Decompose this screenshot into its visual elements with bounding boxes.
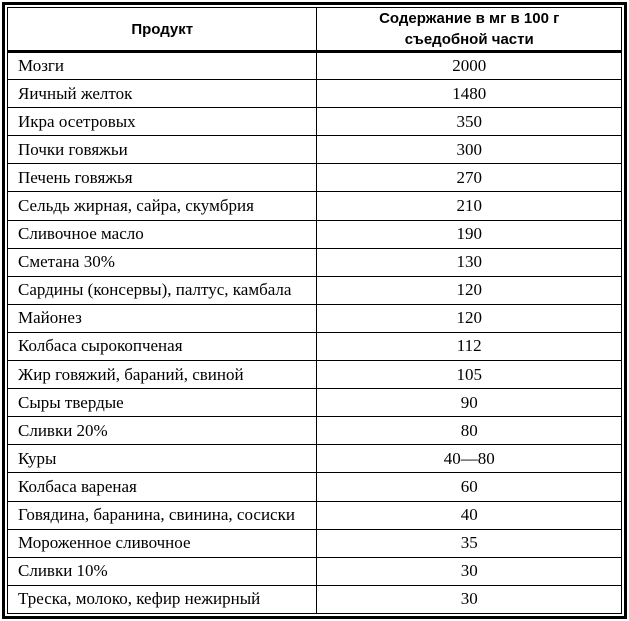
data-table [7,7,622,614]
header-row [8,8,622,52]
table-row [8,473,622,501]
product-cell: Майонез [8,304,317,332]
product-cell: Мороженное сливочное [8,529,317,557]
table-row [8,248,622,276]
value-cell: 40—80 [317,445,622,473]
product-cell: Треска, молоко, кефир нежирный [8,585,317,613]
column-header-content: Содержание в мг в 100 г съедобной части [317,8,622,52]
value-cell: 210 [317,192,622,220]
table-row [8,529,622,557]
value-cell: 105 [317,361,622,389]
product-cell: Колбаса сырокопченая [8,332,317,360]
product-cell: Сметана 30% [8,248,317,276]
table-row [8,136,622,164]
product-cell: Жир говяжий, бараний, свиной [8,361,317,389]
table-row [8,389,622,417]
product-cell: Куры [8,445,317,473]
product-cell: Сливки 20% [8,417,317,445]
table-row [8,52,622,80]
table-row [8,361,622,389]
table-row [8,417,622,445]
product-cell: Колбаса вареная [8,473,317,501]
column-header-product: Продукт [8,8,317,52]
value-cell: 190 [317,220,622,248]
value-cell: 30 [317,585,622,613]
value-cell: 90 [317,389,622,417]
table-row [8,445,622,473]
value-cell: 80 [317,417,622,445]
value-cell: 130 [317,248,622,276]
value-cell: 350 [317,108,622,136]
value-cell: 30 [317,557,622,585]
table-row [8,276,622,304]
product-cell: Сардины (консервы), палтус, камбала [8,276,317,304]
value-cell: 1480 [317,80,622,108]
product-cell: Яичный желток [8,80,317,108]
table-row [8,192,622,220]
table-row [8,332,622,360]
value-cell: 60 [317,473,622,501]
table-row [8,585,622,613]
table-header [8,8,622,52]
table-row [8,304,622,332]
value-cell: 112 [317,332,622,360]
product-cell: Сыры твердые [8,389,317,417]
table-row [8,557,622,585]
table-row [8,164,622,192]
cholesterol-table [2,2,627,619]
product-cell: Печень говяжья [8,164,317,192]
product-cell: Почки говяжьи [8,136,317,164]
value-cell: 2000 [317,52,622,80]
table-row [8,501,622,529]
value-cell: 35 [317,529,622,557]
table-body [8,52,622,614]
product-cell: Сельдь жирная, сайра, скумбрия [8,192,317,220]
value-cell: 40 [317,501,622,529]
product-cell: Сливки 10% [8,557,317,585]
table-row [8,220,622,248]
product-cell: Мозги [8,52,317,80]
value-cell: 300 [317,136,622,164]
value-cell: 120 [317,276,622,304]
product-cell: Сливочное масло [8,220,317,248]
table-row [8,80,622,108]
value-cell: 120 [317,304,622,332]
product-cell: Говядина, баранина, свинина, сосиски [8,501,317,529]
value-cell: 270 [317,164,622,192]
product-cell: Икра осетровых [8,108,317,136]
table-row [8,108,622,136]
